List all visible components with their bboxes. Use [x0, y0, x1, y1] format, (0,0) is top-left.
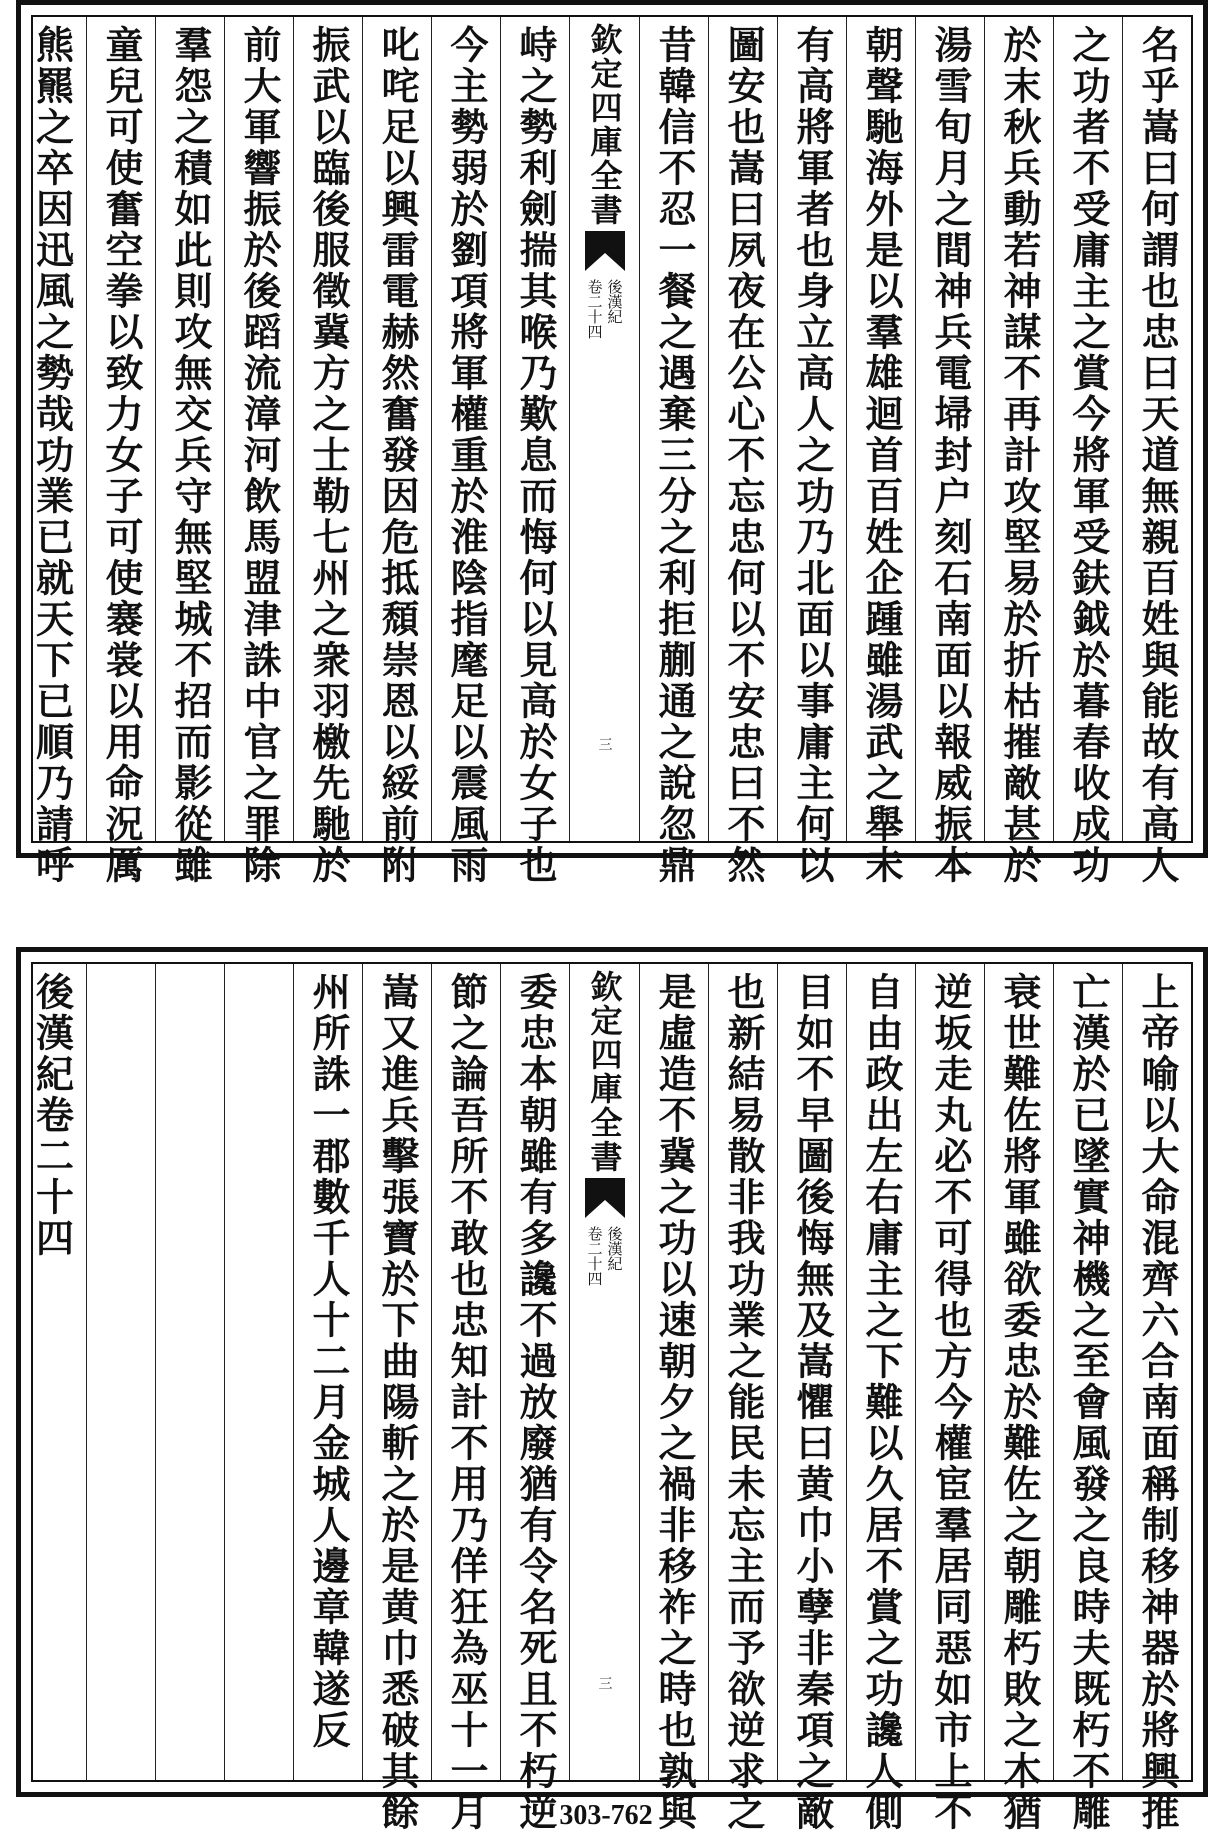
fold-juan: 卷二十四	[585, 279, 604, 339]
text-column	[984, 964, 1053, 1833]
text-column	[1122, 17, 1191, 886]
text-column	[846, 964, 915, 1833]
text-column	[293, 964, 362, 1780]
text-column	[155, 17, 224, 886]
fold-center-column	[569, 964, 639, 1780]
column-text: 峙之勢利劍揣其喉乃歎息而悔何以見高於女子也	[513, 25, 558, 886]
column-text: 叱咤足以興雷電赫然奮發因危抵頹崇恩以綏前附	[375, 25, 420, 886]
text-column	[639, 17, 708, 886]
text-column	[293, 17, 362, 886]
fold-book-name: 後漢紀	[605, 1226, 624, 1271]
top-page	[16, 0, 1208, 886]
column-text: 圖安也嵩曰夙夜在公心不忘忠何以不安忠曰不然	[721, 25, 766, 886]
text-column	[362, 17, 431, 886]
column-text: 童兒可使奮空拳以致力女子可使褰裳以用命況厲	[99, 25, 144, 886]
column-text: 昔韓信不忍一餐之遇棄三分之利拒蒯通之說忽鼎	[652, 25, 697, 886]
column-text: 今主勢弱於劉項將軍權重於淮陰指麾足以震風雨	[444, 25, 489, 886]
text-column	[846, 17, 915, 886]
column-text: 名乎嵩曰何謂也忠曰天道無親百姓與能故有高人	[1135, 25, 1180, 886]
text-column	[224, 964, 293, 1780]
text-column	[86, 17, 155, 886]
text-column	[777, 17, 846, 886]
text-column	[915, 17, 984, 886]
text-column	[431, 17, 500, 886]
text-column	[915, 964, 984, 1833]
column-text: 羣怨之積如此則攻無交兵守無堅城不招而影從雖	[168, 25, 213, 886]
fold-leaf-number: 三	[596, 737, 613, 751]
fold-title: 欽定四庫全書	[585, 970, 624, 1174]
column-text: 之功者不受庸主之賞今將軍受鈇鉞於暮春收成功	[1066, 25, 1111, 886]
text-column	[1053, 17, 1122, 886]
column-text: 有高將軍者也身立高人之功乃北面以事庸主何以	[790, 25, 835, 886]
column-text: 節之論吾所不敢也忠知計不用乃佯狂為巫十一月	[444, 972, 489, 1833]
column-text: 嵩又進兵擊張寶於下曲陽斬之於是黄巾悉破其餘	[375, 972, 420, 1833]
column-text: 後漢紀卷二十四	[29, 972, 75, 1259]
column-text: 衰世難佐將軍雖欲委忠於難佐之朝雕朽敗之木猶	[997, 972, 1042, 1833]
text-column	[984, 17, 1053, 886]
column-text: 也新結易散非我功業之能民未忘主而予欲逆求之	[721, 972, 766, 1833]
fold-center-column	[569, 17, 639, 841]
text-column	[362, 964, 431, 1833]
column-text: 湯雪旬月之間神兵電埽封户刻石南面以報威振本	[928, 25, 973, 886]
text-column	[155, 964, 224, 1780]
column-text: 目如不早圖後悔無及嵩懼曰黄巾小孽非秦項之敵	[790, 972, 835, 1833]
text-block	[29, 15, 1193, 886]
fold-subtitle	[586, 1226, 624, 1286]
text-column	[777, 964, 846, 1833]
text-column	[500, 964, 569, 1833]
column-text: 熊羆之卒因迅風之勢哉功業已就天下已順乃請呼	[29, 25, 75, 886]
column-text: 州所誅一郡數千人十二月金城人邊章韓遂反	[306, 972, 351, 1751]
text-column	[224, 17, 293, 886]
column-text: 逆坂走丸必不可得也方今權宦羣居同惡如市上不	[928, 972, 973, 1833]
column-text: 委忠本朝雖有多讒不過放廢猶有令名死且不朽逆	[513, 972, 558, 1833]
column-text: 振武以臨後服徵冀方之士勒七州之衆羽檄先馳於	[306, 25, 351, 886]
text-column	[708, 17, 777, 886]
fishtail-mark-icon	[583, 231, 627, 271]
text-column	[17, 17, 86, 886]
text-column	[1122, 964, 1191, 1833]
text-column	[500, 17, 569, 886]
text-column	[639, 964, 708, 1833]
fold-juan: 卷二十四	[585, 1226, 604, 1286]
text-column	[708, 964, 777, 1833]
text-column	[86, 964, 155, 1780]
column-text: 前大軍響振於後蹈流漳河飲馬盟津誅中官之罪除	[237, 25, 282, 886]
fold-leaf-number: 三	[596, 1676, 613, 1690]
column-text: 亡漢於已墜實神機之至會風發之良時夫既朽不雕	[1066, 972, 1111, 1833]
text-column	[17, 964, 86, 1780]
text-column	[1053, 964, 1122, 1833]
fold-subtitle	[586, 279, 624, 339]
fishtail-mark-icon	[583, 1178, 627, 1218]
fold-title: 欽定四庫全書	[585, 23, 624, 227]
column-text: 自由政出左右庸主之下難以久居不賞之功讒人側	[859, 972, 904, 1833]
column-text: 上帝喻以大命混齊六合南面稱制移神器於將興推	[1135, 972, 1180, 1833]
column-text: 朝聲馳海外是以羣雄迴首百姓企踵雖湯武之舉未	[859, 25, 904, 886]
page-number: 303-762	[559, 1800, 653, 1831]
column-text: 是虛造不冀之功以速朝夕之禍非移祚之時也孰與	[652, 972, 697, 1833]
fold-book-name: 後漢紀	[605, 279, 624, 324]
text-column	[431, 964, 500, 1833]
column-text: 於末秋兵動若神謀不再計攻堅易於折枯摧敵甚於	[997, 25, 1042, 886]
